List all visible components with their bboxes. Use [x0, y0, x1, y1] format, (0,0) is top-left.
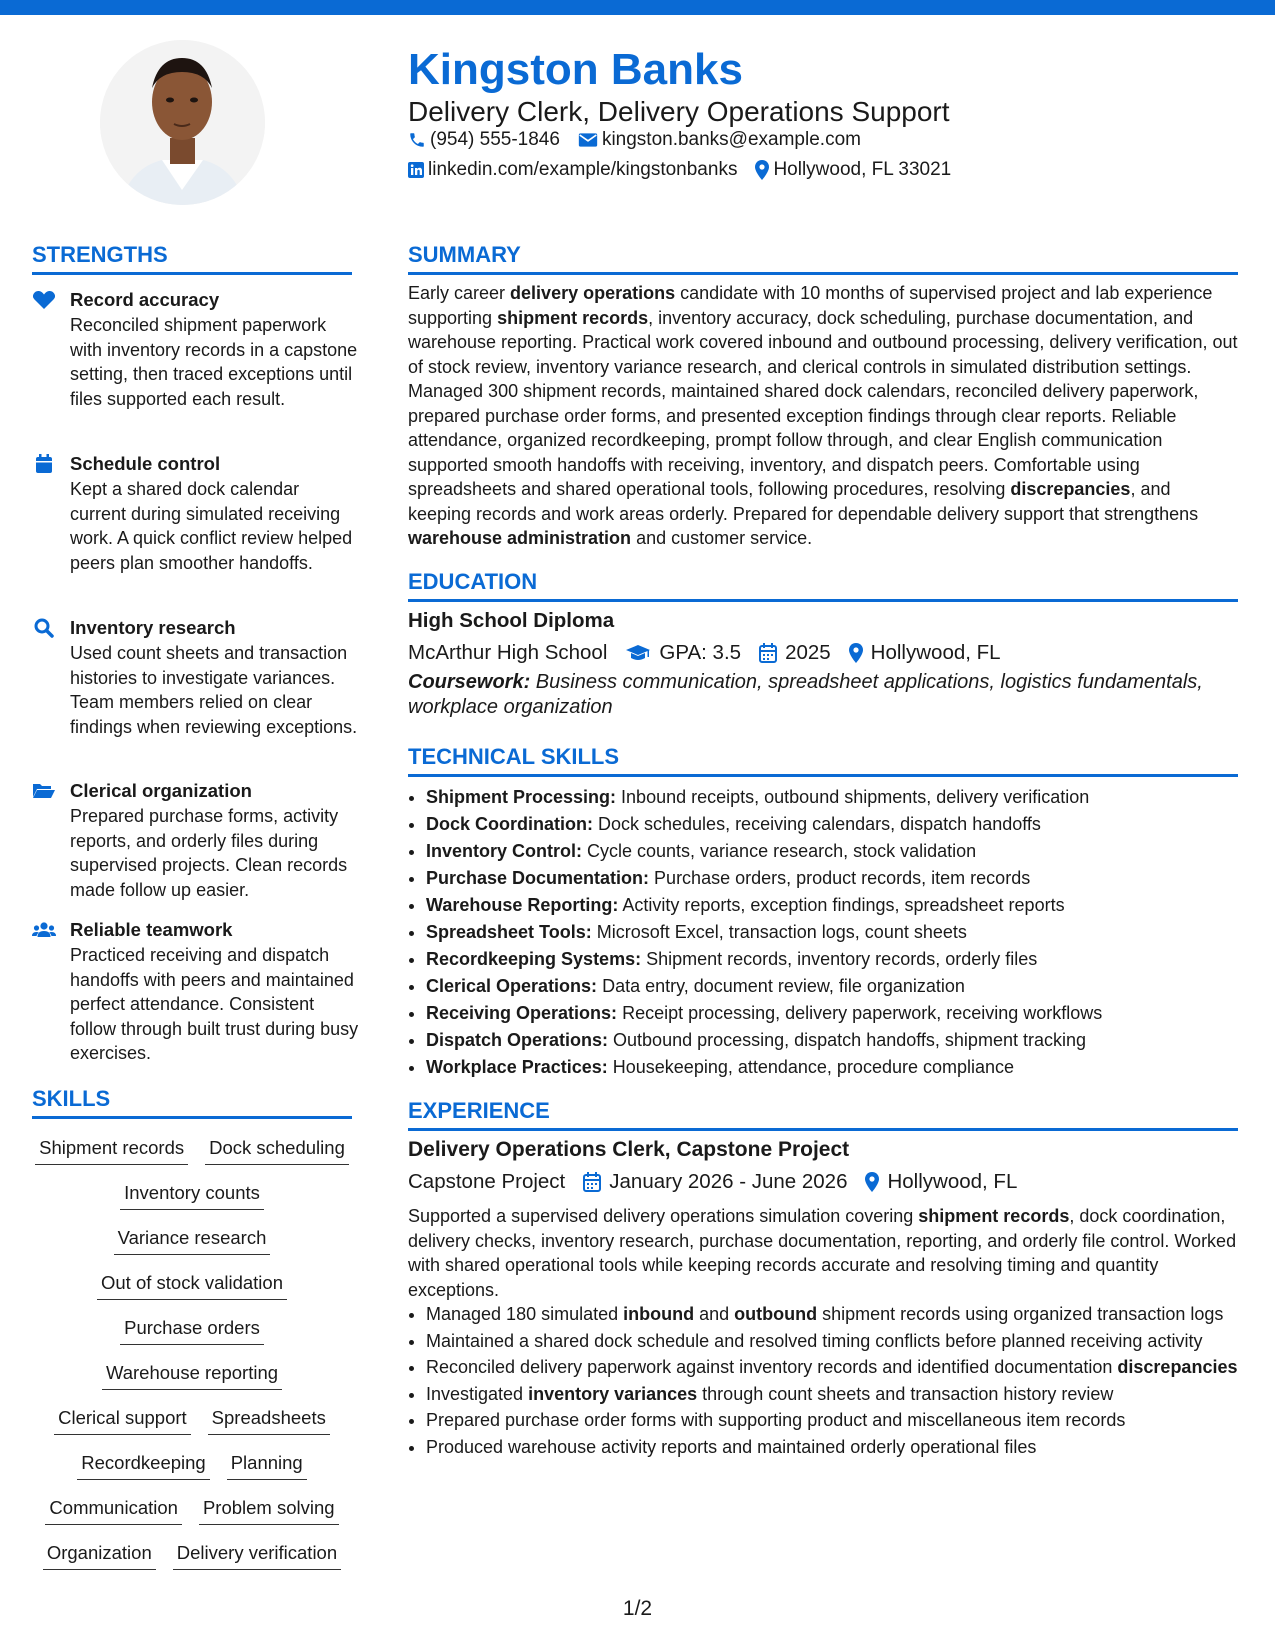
skills-row: [32, 1361, 352, 1390]
skill-chip: Inventory counts: [120, 1181, 264, 1210]
year-text: 2025: [785, 641, 831, 664]
location-text: Hollywood, FL: [870, 641, 1001, 664]
technical-skills-list: [408, 784, 1256, 1081]
search-icon: [32, 618, 56, 638]
experience-rule: [408, 1128, 1238, 1131]
experience-meta: [408, 1169, 1035, 1195]
strengths-heading: STRENGTHS: [32, 242, 168, 267]
calendar-icon: [583, 1172, 601, 1192]
summary-part: delivery operations: [510, 283, 676, 303]
job-location: [865, 1169, 1017, 1195]
phone-number: (954) 555-1846: [430, 129, 560, 150]
list-item: [426, 946, 1256, 973]
skill-text: Inbound receipts, outbound shipments, delivery verification: [616, 787, 1090, 807]
skill-chip: Purchase orders: [120, 1316, 264, 1345]
skills-row: [32, 1226, 352, 1255]
bullet-part: inbound: [623, 1304, 695, 1324]
degree-title: High School Diploma: [408, 609, 615, 632]
skill-chip: Variance research: [114, 1226, 271, 1255]
summary-part: , and keeping records and work areas orderly. Prepared for dependable delivery support that strengthens: [408, 479, 1199, 524]
bullet-part: Prepared purchase order forms with supporting product and miscellaneous item records: [426, 1410, 1126, 1430]
list-item: [426, 919, 1256, 946]
strength-text: Prepared purchase forms, activity reports, and orderly files during supervised projects. Clean records made follow up easier.: [70, 806, 348, 900]
strength-text: Used count sheets and transaction histories to investigate variances. Team members relied on clear findings when reviewing exceptions.: [70, 643, 358, 737]
list-item: [426, 1329, 1256, 1354]
bullet-part: Managed 180 simulated: [426, 1304, 624, 1324]
phone-icon: [408, 131, 426, 149]
list-item: [426, 1302, 1256, 1327]
location-text: Hollywood, FL 33021: [773, 159, 952, 180]
list-item: [426, 1435, 1256, 1460]
skill-chip: Dock scheduling: [205, 1136, 349, 1165]
experience-bullets: [408, 1302, 1256, 1461]
list-item: [426, 1382, 1256, 1407]
linkedin-icon: [408, 162, 424, 178]
strength-title: Reliable teamwork: [70, 919, 233, 940]
education-heading: EDUCATION: [408, 569, 538, 594]
contact-row-2: [408, 158, 969, 182]
list-item: [426, 811, 1256, 838]
calendar-icon: [32, 454, 56, 474]
description-part: shipment records: [918, 1206, 1070, 1226]
strength-title: Record accuracy: [70, 289, 220, 310]
summary-part: candidate with 10 months of supervised project and lab experience supporting: [408, 283, 1213, 328]
strength-text: Kept a shared dock calendar current during simulated receiving work. A quick conflict review helped peers plan smoother handoffs.: [70, 479, 353, 573]
strengths-rule: [32, 272, 352, 275]
skill-text: Microsoft Excel, transaction logs, count sheets: [591, 922, 967, 942]
location-contact: [755, 158, 951, 182]
skill-label: Recordkeeping Systems:: [426, 949, 642, 969]
skill-chip: Organization: [43, 1541, 156, 1570]
skills-row: [32, 1316, 352, 1345]
heart-icon: [32, 290, 56, 310]
skills-row: [32, 1406, 352, 1435]
calendar-icon: [759, 643, 777, 663]
folder-open-icon: [32, 781, 56, 801]
envelope-icon: [578, 132, 598, 148]
map-pin-icon: [865, 1172, 879, 1192]
email-address: kingston.banks@example.com: [601, 129, 861, 150]
skills-heading: SKILLS: [32, 1086, 111, 1111]
skills-rule: [32, 1116, 352, 1119]
skill-label: Shipment Processing:: [426, 787, 617, 807]
strength-title: Schedule control: [70, 453, 221, 474]
skill-text: Housekeeping, attendance, procedure compliance: [607, 1057, 1015, 1077]
skill-chip: Warehouse reporting: [102, 1361, 282, 1390]
coursework-label: Coursework:: [408, 671, 531, 693]
skill-text: Receipt processing, delivery paperwork, receiving workflows: [617, 1003, 1103, 1023]
summary-rule: [408, 272, 1238, 275]
contact-row-1: [408, 128, 879, 152]
list-item: [426, 1027, 1256, 1054]
map-pin-icon: [849, 643, 863, 663]
skill-chip: Planning: [227, 1451, 307, 1480]
school-location: [849, 640, 1001, 666]
skill-text: Purchase orders, product records, item records: [649, 868, 1031, 888]
top-accent-bar: [0, 0, 1275, 15]
technical-skills-heading: TECHNICAL SKILLS: [408, 744, 620, 769]
linkedin-contact[interactable]: [408, 158, 737, 182]
list-item: [426, 1054, 1256, 1081]
org-name: [408, 1169, 565, 1195]
skill-text: Cycle counts, variance research, stock validation: [582, 841, 977, 861]
skill-text: Dock schedules, receiving calendars, dispatch handoffs: [593, 814, 1041, 834]
bullet-part: through count sheets and transaction history review: [697, 1383, 1114, 1404]
skill-label: Purchase Documentation:: [426, 868, 650, 888]
bullet-part: inventory variances: [528, 1383, 698, 1404]
skill-chip: Communication: [45, 1496, 182, 1525]
strength-text: Practiced receiving and dispatch handoffs with peers and maintained perfect attendance. Consistent follow through built trust during busy exercises.: [70, 945, 359, 1063]
bullet-part: Produced warehouse activity reports and maintained orderly operational files: [426, 1436, 1037, 1457]
skill-chip: Shipment records: [35, 1136, 188, 1165]
skill-label: Dispatch Operations:: [426, 1030, 609, 1050]
skill-label: Receiving Operations:: [426, 1003, 618, 1023]
summary-text: [408, 281, 1238, 551]
list-item: [426, 784, 1256, 811]
summary-part: Early career: [408, 283, 511, 303]
page-number: 1/2: [622, 1597, 653, 1620]
description-part: Supported a supervised delivery operations simulation covering: [408, 1206, 919, 1226]
profile-photo: [100, 40, 265, 205]
experience-heading: EXPERIENCE: [408, 1098, 550, 1123]
experience-description: [408, 1204, 1238, 1302]
linkedin-url: linkedin.com/example/kingstonbanks: [428, 159, 738, 180]
skill-chip: Problem solving: [199, 1496, 339, 1525]
list-item: [426, 1355, 1256, 1380]
candidate-title: Delivery Clerk, Delivery Operations Support: [408, 96, 950, 127]
list-item: [426, 865, 1256, 892]
school-text: McArthur High School: [408, 641, 608, 664]
dates-text: January 2026 - June 2026: [609, 1170, 848, 1193]
job-title: Delivery Operations Clerk, Capstone Project: [408, 1138, 850, 1161]
candidate-name: Kingston Banks: [408, 45, 743, 94]
graduation-cap-icon: [625, 643, 651, 663]
description-part: , dock coordination, delivery checks, inventory research, purchase documentation, reporting, and orderly file control. Worked with shared operational tools while keeping records accurate and resolving timing and quantity exceptions.: [408, 1206, 1237, 1300]
education-rule: [408, 599, 1238, 602]
skill-chip: Out of stock validation: [97, 1271, 287, 1300]
map-pin-icon: [755, 160, 769, 180]
coursework-text: Business communication, spreadsheet applications, logistics fundamentals, workplace organization: [408, 671, 1203, 718]
gpa-text: GPA: 3.5: [659, 641, 742, 664]
grad-year: [759, 640, 831, 666]
education-meta: [408, 640, 1019, 666]
org-text: Capstone Project: [408, 1170, 566, 1193]
summary-part: warehouse administration: [408, 528, 632, 548]
list-item: [426, 892, 1256, 919]
skill-text: Shipment records, inventory records, orderly files: [641, 949, 1038, 969]
strength-title: Clerical organization: [70, 780, 252, 801]
skill-label: Inventory Control:: [426, 841, 582, 861]
job-dates: [583, 1169, 847, 1195]
coursework: [408, 670, 1238, 719]
skill-text: Activity reports, exception findings, spreadsheet reports: [618, 895, 1065, 915]
bullet-part: Maintained a shared dock schedule and resolved timing conflicts before planned receiving activity: [426, 1330, 1203, 1351]
bullet-part: discrepancies: [1117, 1357, 1238, 1377]
skill-text: Outbound processing, dispatch handoffs, shipment tracking: [608, 1030, 1086, 1050]
skill-chip: Recordkeeping: [77, 1451, 209, 1480]
phone-contact[interactable]: [408, 128, 560, 152]
technical-skills-rule: [408, 774, 1238, 777]
list-item: [426, 1408, 1256, 1433]
bullet-part: and: [694, 1304, 735, 1324]
skill-text: Data entry, document review, file organization: [597, 976, 965, 996]
skill-label: Clerical Operations:: [426, 976, 598, 996]
summary-part: discrepancies: [1010, 479, 1131, 499]
skill-label: Spreadsheet Tools:: [426, 922, 592, 942]
skill-label: Workplace Practices:: [426, 1057, 608, 1077]
skill-chip: Clerical support: [54, 1406, 191, 1435]
skills-row: [32, 1496, 352, 1525]
school-name: [408, 640, 607, 666]
bullet-part: Investigated: [426, 1383, 529, 1404]
summary-part: and customer service.: [631, 528, 813, 548]
strength-title: Inventory research: [70, 617, 236, 638]
skills-row: [32, 1541, 352, 1570]
bullet-part: shipment records using organized transaction logs: [817, 1304, 1224, 1324]
strength-text: Reconciled shipment paperwork with inventory records in a capstone setting, then traced exceptions until files supported each result.: [70, 315, 358, 409]
skills-row: [32, 1181, 352, 1210]
list-item: [426, 1000, 1256, 1027]
email-contact[interactable]: [578, 128, 861, 152]
location-text: Hollywood, FL: [887, 1170, 1018, 1193]
summary-part: shipment records: [497, 307, 649, 328]
skill-label: Dock Coordination:: [426, 814, 593, 834]
list-item: [426, 838, 1256, 865]
skills-row: [32, 1136, 352, 1165]
skills-row: [32, 1271, 352, 1300]
skill-label: Warehouse Reporting:: [426, 895, 619, 915]
skill-chip: Spreadsheets: [208, 1406, 330, 1435]
skills-row: [32, 1451, 352, 1480]
gpa: [625, 640, 741, 666]
summary-part: , inventory accuracy, dock scheduling, purchase documentation, and warehouse reporting. Practical work covered inbound and outbound processing, delivery verification, out of stock review, inventory variance research, and clerical controls in simulated distribution settings. Managed 300 shipment records, maintained shared dock calendars, reconciled delivery paperwork, prepared purchase order forms, and presented exception findings through clear reports. Reliable attendance, organized recordkeeping, prompt follow through, and clear English communication supported smooth handoffs with receiving, inventory, and dispatch peers. Comfortable using spreadsheets and shared operational tools, following procedures, resolving: [408, 307, 1238, 499]
users-icon: [32, 920, 56, 940]
bullet-part: outbound: [734, 1304, 818, 1324]
bullet-part: Reconciled delivery paperwork against inventory records and identified documentation: [426, 1357, 1118, 1377]
summary-heading: SUMMARY: [408, 242, 521, 267]
list-item: [426, 973, 1256, 1000]
skill-chip: Delivery verification: [173, 1541, 341, 1570]
